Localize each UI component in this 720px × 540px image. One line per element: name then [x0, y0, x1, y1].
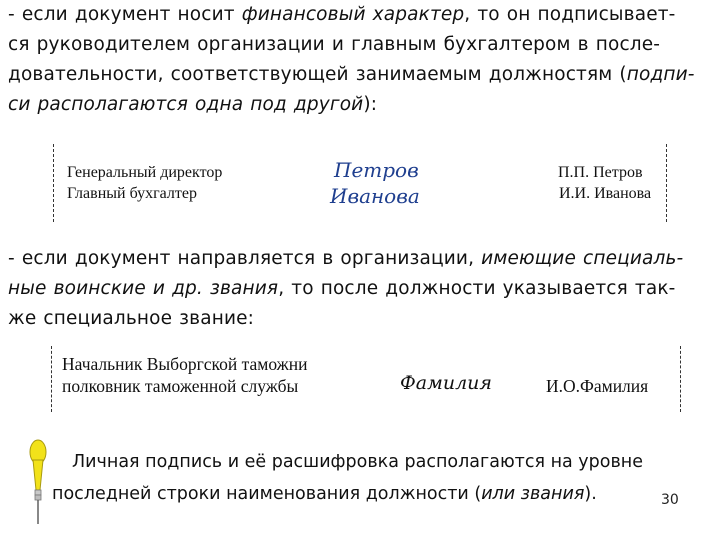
- paragraph-military: [8, 244, 720, 334]
- signature-example-rank: [51, 346, 681, 412]
- paragraph-line: [8, 244, 720, 274]
- text-span: ).: [584, 484, 597, 504]
- name-ivanova: И.И. Иванова: [559, 185, 652, 202]
- italic-span: подпи-: [626, 64, 695, 85]
- name-petrov: П.П. Петров: [558, 164, 643, 181]
- page-number: 30: [661, 492, 679, 508]
- signature-example-financial: [53, 144, 667, 222]
- italic-span: или звания: [481, 484, 585, 504]
- signature-petrov: Петров: [334, 158, 419, 182]
- paragraph-line: [8, 274, 720, 304]
- signature-familiya: Фамилия: [400, 372, 493, 394]
- text-span: , то он подписывает-: [464, 4, 676, 25]
- text-span: - если документ направляется в организации,: [8, 248, 482, 269]
- paragraph-line: [8, 60, 720, 90]
- position-accountant: Главный бухгалтер: [67, 185, 197, 202]
- position-rank: полковник таможенной службы: [62, 376, 299, 396]
- position-director: Генеральный директор: [67, 164, 223, 181]
- paragraph-line: [8, 0, 720, 30]
- paragraph-financial: [8, 0, 720, 120]
- position-head: Начальник Выборгской таможни: [62, 354, 308, 374]
- paragraph-line: же специальное звание:: [8, 308, 255, 329]
- note-line: Личная подпись и её расшифровка располагаются на уровне: [72, 452, 643, 472]
- italic-span: си располагаются одна под другой: [8, 94, 364, 115]
- text-span: последней строки наименования должности (: [52, 484, 482, 504]
- lightbulb-icon: [28, 438, 48, 528]
- italic-span: финансовый характер: [241, 4, 465, 25]
- paragraph-line: ся руководителем организации и главным бухгалтером в после-: [8, 34, 661, 55]
- italic-span: имеющие специаль-: [481, 248, 684, 269]
- signature-ivanova: Иванова: [330, 184, 420, 208]
- name-familiya: И.О.Фамилия: [546, 376, 649, 396]
- paragraph-line: [8, 90, 720, 120]
- italic-span: ные воинские и др. звания: [8, 278, 279, 299]
- text-span: ):: [363, 94, 378, 115]
- text-span: довательности, соответствующей занимаемым должностям (: [8, 64, 627, 85]
- text-span: - если документ носит: [8, 4, 242, 25]
- text-span: , то после должности указывается так-: [278, 278, 676, 299]
- note-signature-level: [52, 446, 692, 510]
- note-line: [52, 478, 692, 510]
